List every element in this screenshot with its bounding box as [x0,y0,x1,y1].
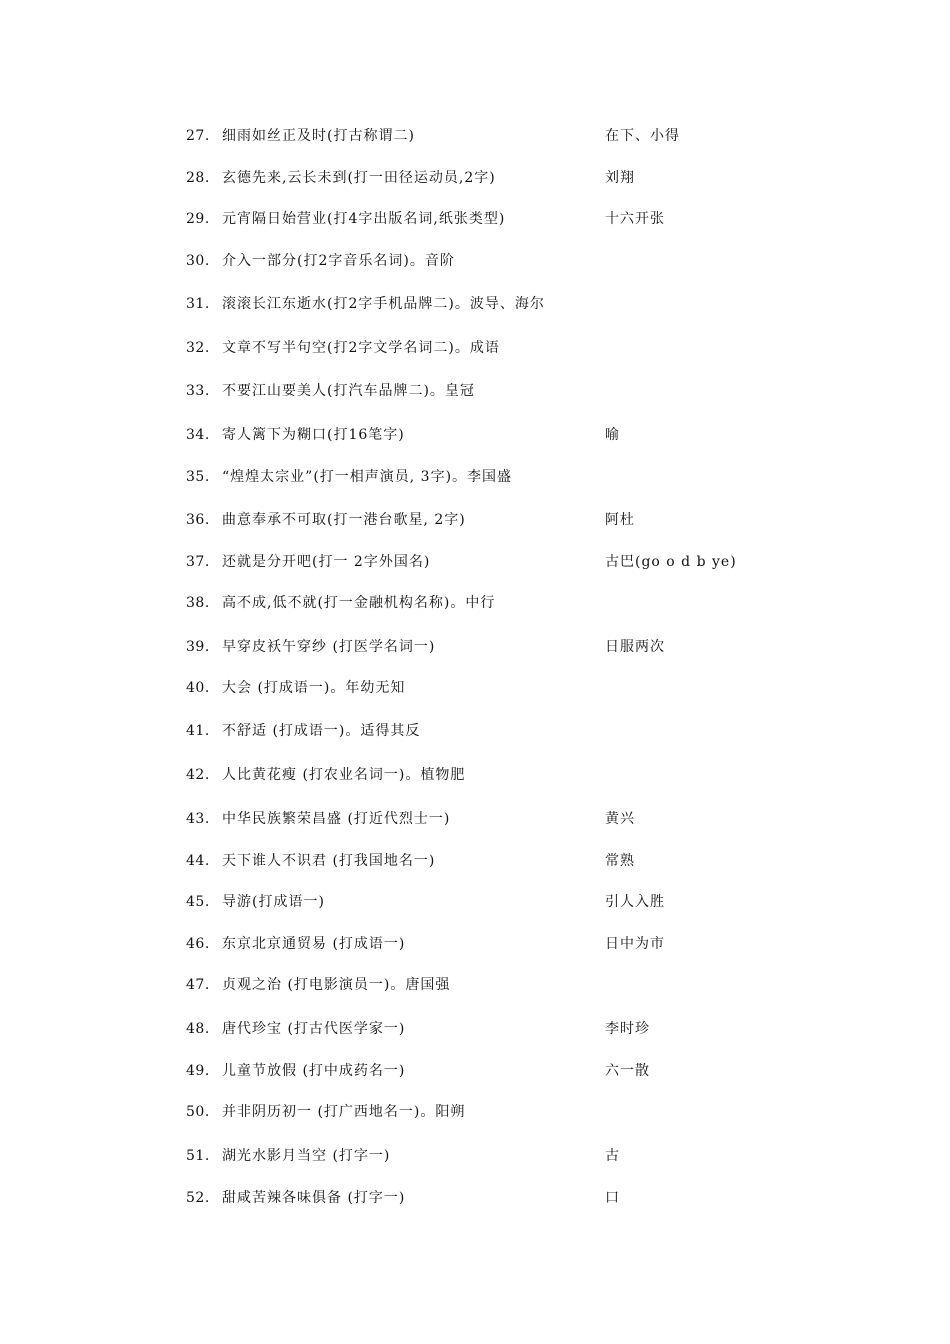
riddle-number: 31. [186,296,210,312]
riddle-row [0,1186,950,1210]
riddle-question: 湖光水影月当空 (打字一) [222,1148,391,1164]
riddle-number: 36. [186,512,210,528]
riddle-question: 儿童节放假 (打中成药名一) [222,1063,406,1079]
riddle-row [0,932,950,956]
riddle-question: 人比黄花瘦 (打农业名词一)。植物肥 [222,767,466,783]
riddle-number: 42. [186,767,210,783]
riddle-number: 41. [186,723,210,739]
riddle-question: 中华民族繁荣昌盛 (打近代烈士一) [222,811,451,827]
riddle-number: 40. [186,680,210,696]
riddle-question: 唐代珍宝 (打古代医学家一) [222,1021,406,1037]
riddle-number: 30. [186,253,210,269]
riddle-number: 33. [186,383,210,399]
riddle-question: 介入一部分(打2字音乐名词)。音阶 [222,253,455,269]
riddle-answer: 引人入胜 [605,894,665,910]
riddle-question: 不要江山要美人(打汽车品牌二)。皇冠 [222,383,475,399]
riddle-question: 还就是分开吧(打一 2字外国名) [222,554,431,570]
riddle-question: “煌煌太宗业”(打一相声演员, 3字)。李国盛 [222,469,513,485]
riddle-number: 52. [186,1190,210,1206]
riddle-answer: 口 [605,1190,620,1206]
riddle-row [0,550,950,574]
riddle-number: 45. [186,894,210,910]
riddle-answer: 古巴(go o d b ye) [605,554,737,570]
riddle-question: 文章不写半句空(打2字文学名词二)。成语 [222,340,500,356]
riddle-row [0,591,950,615]
riddle-answer: 十六开张 [605,211,665,227]
riddle-number: 32. [186,340,210,356]
riddle-question: 曲意奉承不可取(打一港台歌星, 2字) [222,512,466,528]
riddle-answer: 古 [605,1148,620,1164]
riddle-answer: 六一散 [605,1063,650,1079]
riddle-question: 导游(打成语一) [222,894,325,910]
riddle-row [0,676,950,700]
riddle-row [0,166,950,190]
riddle-number: 44. [186,853,210,869]
riddle-question: 早穿皮袄午穿纱 (打医学名词一) [222,639,436,655]
riddle-number: 50. [186,1104,210,1120]
riddle-question: 甜咸苦辣各味俱备 (打字一) [222,1190,406,1206]
riddle-number: 48. [186,1021,210,1037]
riddle-answer: 常熟 [605,853,635,869]
riddle-question: 天下谁人不识君 (打我国地名一) [222,853,436,869]
riddle-number: 35. [186,469,210,485]
riddle-answer: 日中为市 [605,936,665,952]
riddle-row [0,336,950,360]
riddle-answer: 阿杜 [605,512,635,528]
riddle-answer: 日服两次 [605,639,665,655]
riddle-number: 43. [186,811,210,827]
riddle-row [0,465,950,489]
riddle-number: 39. [186,639,210,655]
riddle-row [0,973,950,997]
riddle-number: 34. [186,427,210,443]
riddle-answer: 在下、小得 [605,128,680,144]
riddle-number: 28. [186,170,210,186]
riddle-question: 高不成,低不就(打一金融机构名称)。中行 [222,595,496,611]
riddle-row [0,719,950,743]
riddle-row [0,890,950,914]
riddle-question: 东京北京通贸易 (打成语一) [222,936,406,952]
riddle-row [0,292,950,316]
riddle-row [0,508,950,532]
riddle-row [0,849,950,873]
riddle-number: 51. [186,1148,210,1164]
riddle-question: 大会 (打成语一)。年幼无知 [222,680,406,696]
riddle-row [0,1144,950,1168]
riddle-question: 细雨如丝正及时(打古称谓二) [222,128,415,144]
riddle-question: 玄德先来,云长未到(打一田径运动员,2字) [222,170,496,186]
riddle-row [0,1059,950,1083]
riddle-row [0,207,950,231]
riddle-row [0,423,950,447]
riddle-question: 元宵隔日始营业(打4字出版名词,纸张类型) [222,211,506,227]
riddle-number: 27. [186,128,210,144]
riddle-row [0,807,950,831]
riddle-row [0,249,950,273]
riddle-number: 46. [186,936,210,952]
riddle-answer: 喻 [605,427,620,443]
riddle-answer: 黄兴 [605,811,635,827]
riddle-row [0,379,950,403]
riddle-question: 并非阴历初一 (打广西地名一)。阳朔 [222,1104,466,1120]
riddle-answer: 刘翔 [605,170,635,186]
riddle-number: 37. [186,554,210,570]
riddle-question: 不舒适 (打成语一)。适得其反 [222,723,421,739]
riddle-number: 38. [186,595,210,611]
riddle-question: 贞观之治 (打电影演员一)。唐国强 [222,977,451,993]
riddle-row [0,1100,950,1124]
riddle-number: 29. [186,211,210,227]
riddle-row [0,635,950,659]
riddle-answer: 李时珍 [605,1021,650,1037]
riddle-row [0,124,950,148]
riddle-row [0,763,950,787]
riddle-question: 滚滚长江东逝水(打2字手机品牌二)。波导、海尔 [222,296,545,312]
riddle-row [0,1017,950,1041]
riddle-question: 寄人篱下为糊口(打16笔字) [222,427,405,443]
riddle-number: 49. [186,1063,210,1079]
riddle-number: 47. [186,977,210,993]
